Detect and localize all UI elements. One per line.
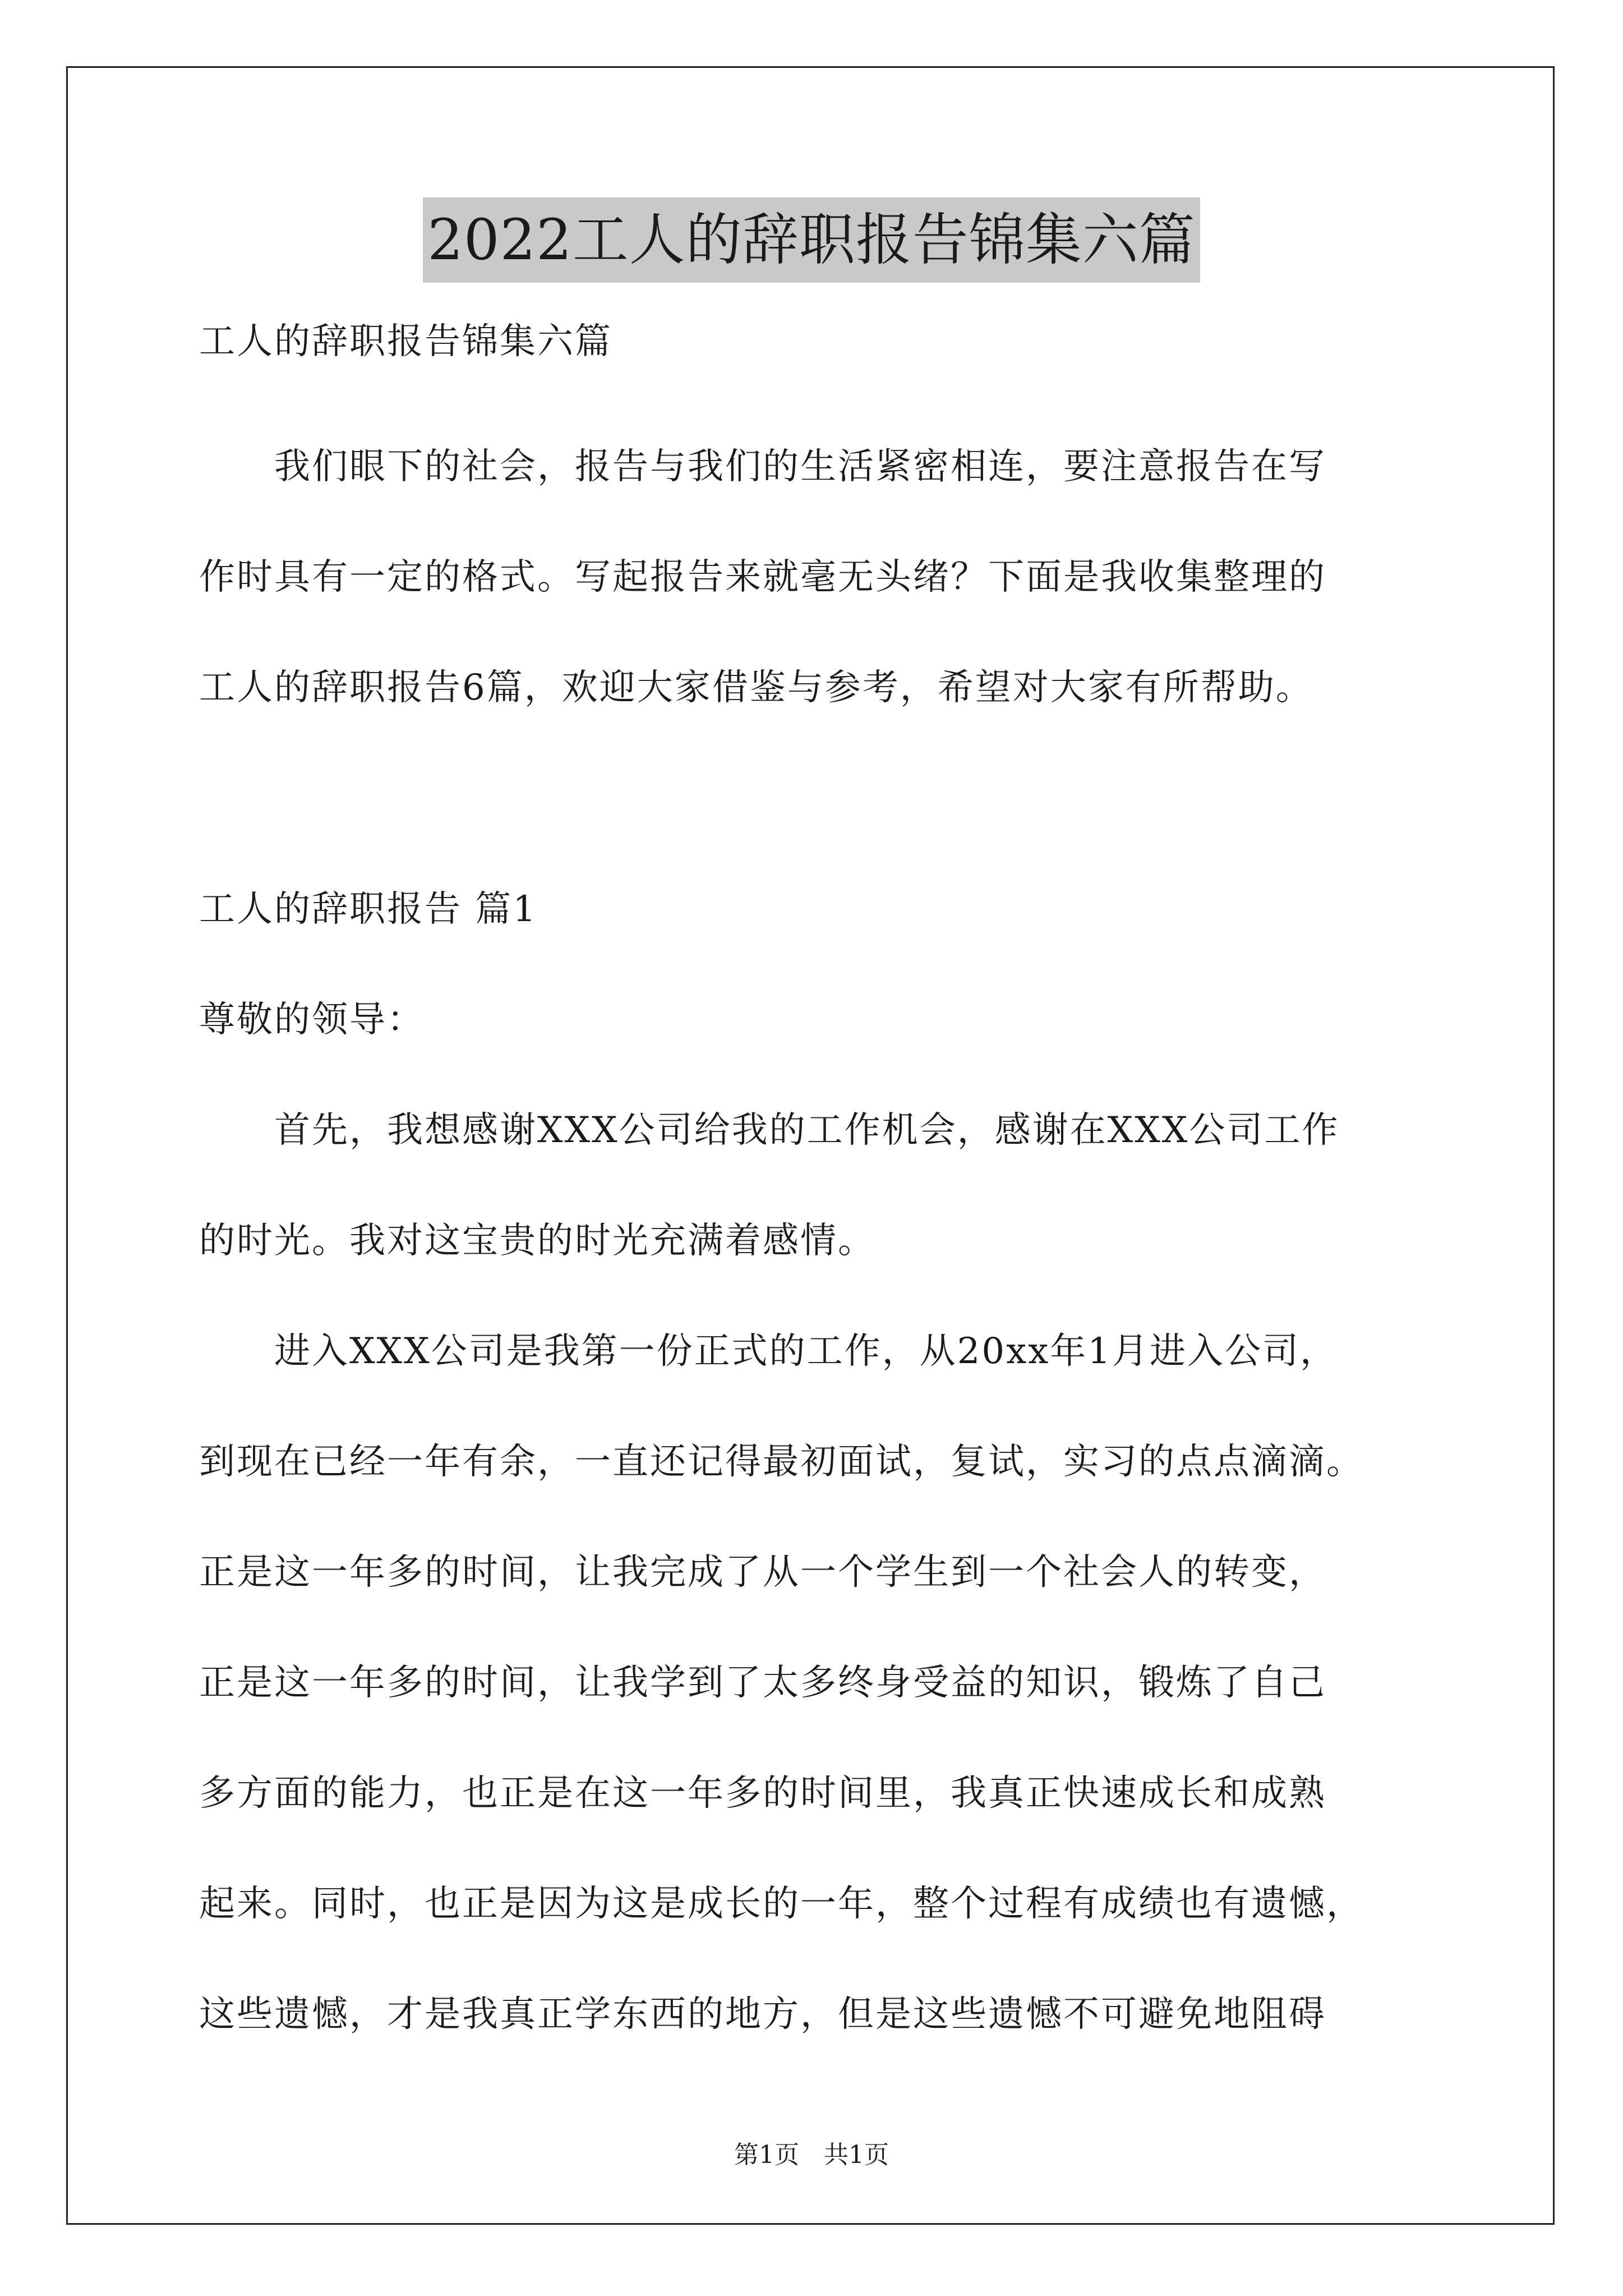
salutation-line: 尊敬的领导：: [199, 999, 425, 1041]
paragraph-line: 首先，我想感谢XXX公司给我的工作机会，感谢在XXX公司工作: [199, 1110, 1340, 1151]
paragraph-line: 作时具有一定的格式。写起报告来就毫无头绪？下面是我收集整理的: [199, 556, 1326, 598]
paragraph-line: 工人的辞职报告6篇，欢迎大家借鉴与参考，希望对大家有所帮助。: [199, 667, 1313, 708]
paragraph-line: 正是这一年多的时间，让我完成了从一个学生到一个社会人的转变，: [199, 1552, 1326, 1593]
paragraph-line: 的时光。我对这宝贵的时光充满着感情。: [199, 1220, 875, 1262]
paragraph-line: 多方面的能力，也正是在这一年多的时间里，我真正快速成长和成熟: [199, 1773, 1326, 1814]
title-container: [0, 197, 1623, 283]
paragraph-line: 我们眼下的社会，报告与我们的生活紧密相连，要注意报告在写: [199, 446, 1326, 487]
paragraph-line: 进入XXX公司是我第一份正式的工作，从20xx年1月进入公司，: [199, 1331, 1338, 1372]
paragraph-line: 正是这一年多的时间，让我学到了太多终身受益的知识，锻炼了自己: [199, 1662, 1326, 1704]
paragraph-line: 这些遗憾，才是我真正学东西的地方，但是这些遗憾不可避免地阻碍: [199, 1994, 1326, 2035]
paragraph-line: 起来。同时，也正是因为这是成长的一年，整个过程有成绩也有遗憾，: [199, 1883, 1364, 1925]
document-title: 2022工人的辞职报告锦集六篇: [423, 197, 1200, 283]
subtitle-line: 工人的辞职报告锦集六篇: [199, 321, 612, 362]
section-heading: 工人的辞职报告 篇1: [199, 889, 538, 930]
page-footer: 第1页 共1页: [734, 2141, 889, 2169]
paragraph-line: 到现在已经一年有余，一直还记得最初面试，复试，实习的点点滴滴。: [199, 1441, 1364, 1483]
